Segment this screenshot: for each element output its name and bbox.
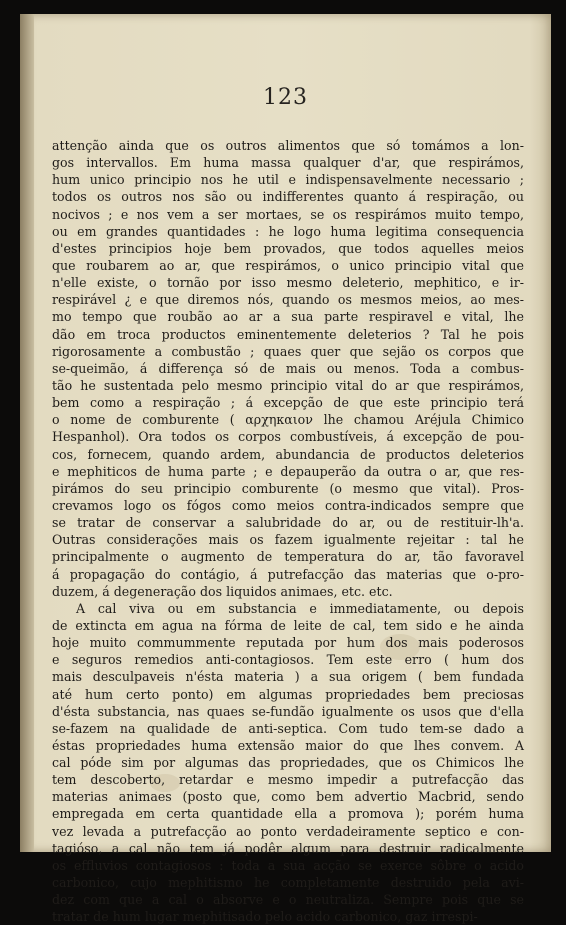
text-line: materias animaes (posto que, como bem advertio Macbrid, sendo bbox=[52, 789, 524, 805]
text-line: tagióso, a cal não tem já podêr algum para destruir radicalmente bbox=[52, 840, 524, 856]
text-line: todos os outros nos são ou indifferentes quanto á respiração, ou bbox=[52, 189, 524, 205]
text-line: pirámos do seu principio comburente (o mesmo que vital). Pros- bbox=[52, 480, 524, 496]
text-line: e mephiticos de huma parte ; e depauperão da outra o ar, que res- bbox=[52, 463, 524, 479]
text-line: os effluvios contagiosos : toda a sua acção se exerce sôbre o acido bbox=[52, 857, 524, 873]
text-line: tratar de hum lugar mephitisado pelo acido carbonico, gaz irrespi- bbox=[52, 909, 478, 925]
text-line: se-fazem na qualidade de anti-septica. Com tudo tem-se dado a bbox=[52, 720, 524, 736]
text-line: nocivos ; e nos vem a ser mortaes, se os respirámos muito tempo, bbox=[52, 206, 524, 222]
text-line: mo tempo que roubão ao ar a sua parte respiravel e vital, lhe bbox=[52, 309, 524, 325]
text-line: duzem, á degeneração dos liquidos animaes, etc. etc. bbox=[52, 583, 393, 599]
text-line: Outras considerações mais os fazem igualmente rejeitar : tal he bbox=[52, 532, 524, 548]
text-line: carbonico, cujo mephitismo he completamente destruido pela avi- bbox=[52, 875, 524, 891]
text-line: éstas propriedades huma extensão maior do que lhes convem. A bbox=[52, 737, 524, 753]
text-line: á propagação do contágio, á putrefacção das materias que o-pro- bbox=[52, 566, 524, 582]
text-line: de extincta em agua na fórma de leite de cal, tem sido e he ainda bbox=[52, 617, 524, 633]
text-line: gos intervallos. Em huma massa qualquer d'ar, que respirámos, bbox=[52, 155, 524, 171]
text-line: principalmente o augmento de temperatura do ar, tão favoravel bbox=[52, 549, 524, 565]
text-line: hoje muito commummente reputada por hum dos mais poderosos bbox=[52, 635, 524, 651]
text-line: ou em grandes quantidades : he logo huma legitima consequencia bbox=[52, 223, 524, 239]
text-line: o nome de comburente ( αρχηκαιον lhe chamou Aréjula Chimico bbox=[52, 412, 524, 428]
text-line: respirável ¿ e que diremos nós, quando os mesmos meios, ao mes- bbox=[52, 292, 524, 308]
text-line: hum unico principio nos he util e indispensavelmente necessario ; bbox=[52, 172, 524, 188]
text-line: se tratar de conservar a salubridade do ar, ou de restituir-lh'a. bbox=[52, 515, 524, 531]
text-line: n'elle existe, o tornão por isso mesmo deleterio, mephitico, e ir- bbox=[52, 275, 524, 291]
text-line: se-queimão, á differença só de mais ou menos. Toda a combus- bbox=[52, 360, 524, 376]
text-line: mais desculpaveis n'ésta materia ) a sua origem ( bem fundada bbox=[52, 669, 524, 685]
text-line: rigorosamente a combustão ; quaes quer que sejão os corpos que bbox=[52, 343, 524, 359]
text-line: crevamos logo os fógos como meios contra-indicados sempre que bbox=[52, 497, 524, 513]
page-gutter bbox=[20, 14, 34, 852]
book-page bbox=[20, 14, 551, 925]
text-line: cal póde sim por algumas das propriedades, que os Chimicos lhe bbox=[52, 755, 524, 771]
text-line: empregada em certa quantidade ella a promova ); porém huma bbox=[52, 806, 524, 822]
text-line: que roubarem ao ar, que respirámos, o unico principio vital que bbox=[52, 257, 524, 273]
text-line: cos, fornecem, quando ardem, abundancia de productos deleterios bbox=[52, 446, 524, 462]
text-line: tão he sustentada pelo mesmo principio vital do ar que respirámos, bbox=[52, 377, 524, 393]
text-line: A cal viva ou em substancia e immediatamente, ou depois bbox=[76, 600, 524, 616]
text-line: dão em troca productos eminentemente deleterios ? Tal he pois bbox=[52, 326, 524, 342]
text-line: attenção ainda que os outros alimentos que só tomámos a lon- bbox=[52, 138, 524, 153]
text-line: tem descoberto, retardar e mesmo impedir a putrefacção das bbox=[52, 772, 524, 788]
page-number: 123 bbox=[263, 85, 308, 110]
text-line: bem como a respiração ; á excepção de que este principio terá bbox=[52, 395, 524, 411]
text-line: Hespanhol). Ora todos os corpos combustíveis, á excepção de pou- bbox=[52, 429, 524, 445]
text-line: até hum certo ponto) em algumas propriedades bem preciosas bbox=[52, 686, 524, 702]
text-line: dez com que a cal o absorve e o neutraliza. Sempre pois que se bbox=[52, 892, 524, 908]
text-line: e seguros remedios anti-contagiosos. Tem este erro ( hum dos bbox=[52, 652, 524, 668]
body-text bbox=[52, 137, 524, 925]
text-line: vez levada a putrefacção ao ponto verdadeiramente septico e con- bbox=[52, 823, 524, 839]
text-line: d'ésta substancia, nas quaes se-fundão igualmente os usos que d'ella bbox=[52, 703, 524, 719]
text-line: d'estes principios hoje bem provados, que todos aquelles meios bbox=[52, 240, 524, 256]
